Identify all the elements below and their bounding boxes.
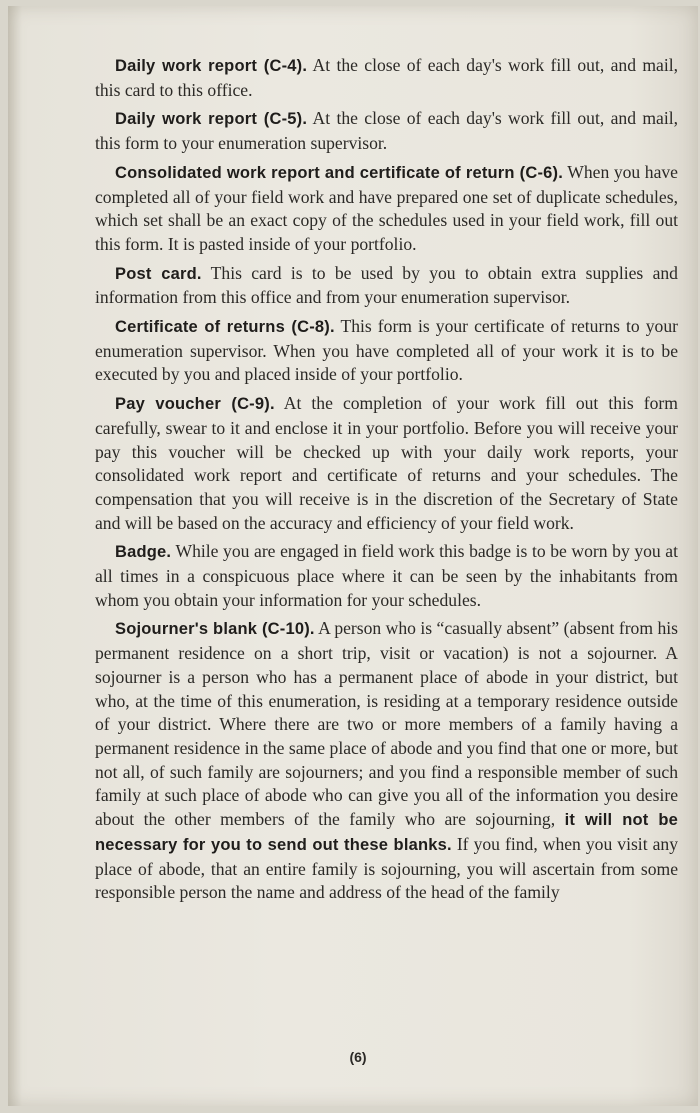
bold-instruction: it will not be necessary for you to send out these blanks. — [95, 811, 678, 854]
body-text — [95, 54, 678, 910]
paragraph-text: At the close of each day's work fill out, and mail, this form to your enumeration supervisor. — [95, 108, 678, 154]
page-number: (6) — [349, 1049, 367, 1065]
paragraph-certificate-of-returns — [95, 315, 678, 387]
paragraph-text: This form is your certificate of returns to your enumeration supervisor. When you have completed all of your work it is to be executed by you and placed inside of your portfolio. — [95, 316, 678, 385]
heading: Post card. — [115, 264, 202, 283]
heading: Daily work report (C-5). — [115, 110, 308, 129]
paragraph-daily-work-report-c4 — [95, 54, 678, 102]
document-page — [8, 6, 698, 1106]
paragraph-sojourners-blank — [95, 617, 678, 904]
paragraph-badge — [95, 540, 678, 612]
heading: Sojourner's blank (C-10). — [115, 620, 315, 639]
paragraph-text: When you have completed all of your field work and have prepared one set of duplicate schedules, which set shall be an exact copy of the schedules used in your field work, fill out this form. It is pasted inside of your portfolio. — [95, 161, 678, 254]
paragraph-text-continued: If you find, when you visit any place of abode, that an entire family is sojourning, you will ascertain from some responsible person the name and address of the head of the family — [95, 833, 678, 903]
paragraph-post-card — [95, 262, 678, 310]
paragraph-consolidated-work-report — [95, 161, 678, 257]
heading: Daily work report (C-4). — [115, 57, 308, 75]
heading: Pay voucher (C-9). — [115, 395, 275, 414]
heading: Consolidated work report and certificate of return (C-6). — [115, 163, 563, 182]
paragraph-text: At the completion of your work fill out this form carefully, swear to it and enclose it in your portfolio. Before you will receive your pay this voucher will be checked up with your daily work reports, your consolidated work report and certificate of returns and your schedules. The compensation that you will receive is in the discretion of the Secretary of State and will be based on the accuracy and efficiency of your field work. — [95, 393, 678, 533]
heading: Badge. — [115, 543, 172, 562]
paragraph-text: At the close of each day's work fill out, and mail, this card to this office. — [95, 55, 678, 100]
paragraph-daily-work-report-c5 — [95, 107, 678, 155]
paragraph-text: This card is to be used by you to obtain extra supplies and information from this office and from your enumeration supervisor. — [95, 262, 678, 308]
paragraph-pay-voucher — [95, 392, 678, 535]
paragraph-text: A person who is “casually absent” (absent from his permanent residence on a short trip, visit or vacation) is not a sojourner. A sojourner is a person who has a permanent place of abode in your district, but who, at the time of this enumeration, is residing at a temporary residence outside of your district. Where there are two or more members of a family having a permanent residence in the same place of abode and you find that one or more, but not all, of such family are sojourners; and you find a responsible member of such family at such place of abode who can give you all of the information you desire about the other members of the family who are sojourning, — [95, 618, 679, 830]
paragraph-text: While you are engaged in field work this badge is to be worn by you at all times in a conspicuous place where it can be seen by the inhabitants from whom you obtain your information for your schedules. — [95, 541, 678, 610]
heading: Certificate of returns (C-8). — [115, 318, 335, 337]
